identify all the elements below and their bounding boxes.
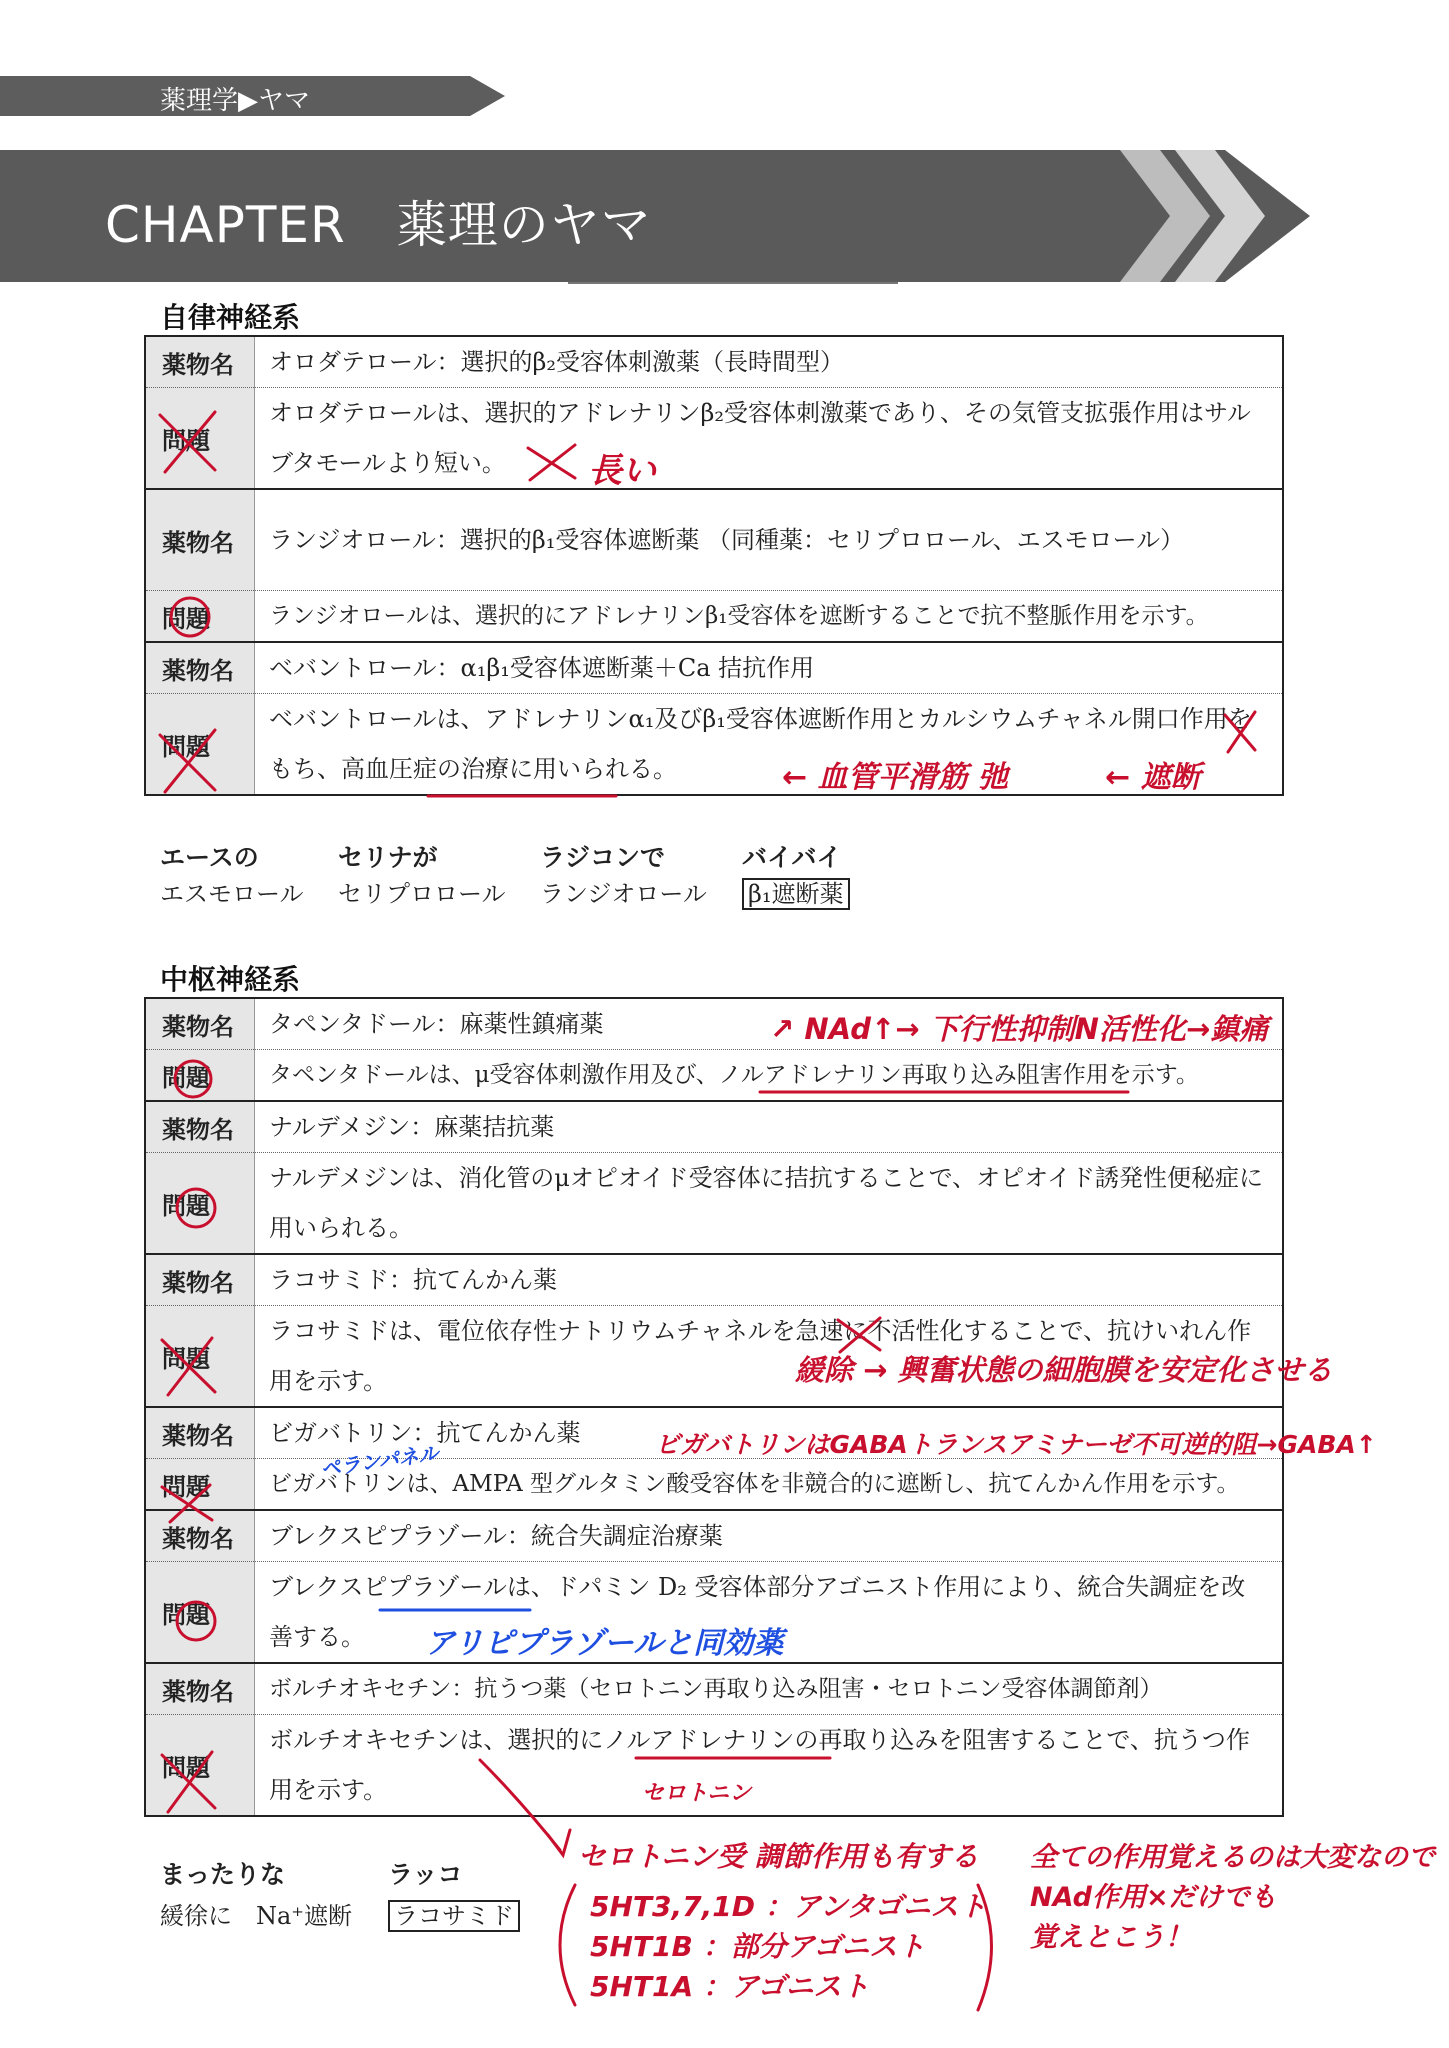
section-title: 自律神経系	[160, 301, 301, 334]
drug-name: ボルチオキセチン：抗うつ薬（セロトニン再取り込み阻害・セロトニン受容体調節剤）	[255, 1663, 1284, 1715]
mnemonic-head: まったりな	[160, 1860, 286, 1889]
mnemonic-word: セリプロロール	[338, 880, 506, 908]
row-label: 問題	[145, 388, 255, 490]
strike-mark	[1225, 712, 1255, 752]
mnemonic-head: ラジコンで	[540, 843, 666, 872]
question-text: ナルデメジンは、消化管のμオピオイド受容体に拮抗することで、オピオイド誘発性便秘症に用いられる。	[255, 1153, 1284, 1255]
drug-name: ラコサミド：抗てんかん薬	[255, 1254, 1284, 1306]
mnemonic-word: β₁遮断薬	[742, 874, 850, 909]
handwritten-note: NAd作用×だけでも	[1030, 1882, 1277, 1913]
arrow-head	[548, 1830, 570, 1855]
mnemonic-head: セリナが	[338, 843, 438, 872]
mnemonic-head: バイバイ	[742, 843, 842, 872]
section-title: 中枢神経系	[160, 963, 301, 996]
cross-mark	[162, 1485, 212, 1522]
row-label: 薬物名	[145, 998, 255, 1050]
drug-name: オロダテロール：選択的β₂受容体刺激薬（長時間型）	[269, 348, 845, 376]
question-text: ラコサミドは、電位依存性ナトリウムチャネルを急速に不活性化することで、抗けいれん作用を示す。	[255, 1306, 1284, 1408]
row-label: 薬物名	[145, 1254, 255, 1306]
handwritten-note: セロトニン	[642, 1781, 752, 1806]
row-label: 薬物名	[145, 1663, 255, 1715]
question-text: オロダテロールは、選択的アドレナリンβ₂受容体刺激薬であり、その気管支拡張作用はサルブタモールより短い。	[255, 388, 1284, 490]
question-text: ビガバトリンは、AMPA 型グルタミン酸受容体を非競合的に遮断し、抗てんかん作用を示す。	[255, 1459, 1284, 1511]
handwritten-note: ← 血管平滑筋 弛	[782, 760, 1009, 795]
cross-mark	[160, 730, 215, 792]
cross-mark	[162, 1752, 215, 1812]
handwritten-note: 全ての作用覚えるのは大変なので	[1030, 1842, 1435, 1873]
row-label: 薬物名	[145, 489, 255, 591]
drug-name: ビガバトリン：抗てんかん薬	[255, 1407, 1284, 1459]
drug-name: ブレクスピプラゾール：統合失調症治療薬	[255, 1510, 1284, 1562]
page-title: CHAPTER 薬理のヤマ	[105, 196, 652, 254]
row-label: 薬物名	[145, 1407, 255, 1459]
strike-mark	[528, 445, 575, 480]
row-label: 薬物名	[145, 642, 255, 694]
cross-mark	[160, 412, 215, 472]
handwritten-note: 5HT1A ：アゴニスト	[590, 1970, 870, 2003]
circle-mark	[175, 1061, 211, 1097]
mnemonic-word: ランジオロール	[540, 880, 707, 908]
row-label: 薬物名	[145, 1510, 255, 1562]
row-label: 薬物名	[145, 1101, 255, 1153]
circle-mark	[177, 1189, 215, 1227]
row-label: 問題	[145, 694, 255, 796]
handwritten-note: ← 遮断	[1105, 760, 1201, 795]
handwritten-note: 緩除 → 興奮状態の細胞膜を安定化させる	[795, 1353, 1333, 1387]
question-text: ブレクスピプラゾールは、ドパミン D₂ 受容体部分アゴニスト作用により、統合失調症を改善する。	[255, 1562, 1284, 1664]
cross-mark	[162, 1338, 215, 1395]
handwritten-note: 5HT1B ：部分アゴニスト	[590, 1930, 926, 1963]
row-label: 薬物名	[145, 336, 255, 388]
question-text: ボルチオキセチンは、選択的にノルアドレナリンの再取り込みを阻害することで、抗うつ作用を示す。	[255, 1715, 1284, 1817]
drug-name: タペンタドール：麻薬性鎮痛薬	[269, 1010, 604, 1038]
handwritten-note: 覚えとこう！	[1030, 1922, 1192, 1953]
drug-name: ベバントロール：α₁β₁受容体遮断薬＋Ca 拮抗作用	[255, 642, 1284, 694]
question-text: ランジオロールは、選択的にアドレナリンβ₁受容体を遮断することで抗不整脈作用を示す。	[255, 591, 1284, 643]
handwritten-note: 長い	[588, 451, 656, 491]
row-label: 問題	[145, 1715, 255, 1817]
row-label: 問題	[145, 1562, 255, 1664]
handwritten-note: セロトニン受 調節作用も有する	[578, 1840, 979, 1873]
circle-mark	[171, 598, 209, 636]
question-text: ベバントロールは、アドレナリンα₁及びβ₁受容体遮断作用とカルシウムチャネル開口作用をもち、高血圧症の治療に用いられる。	[255, 694, 1284, 796]
mnemonic-head: ラッコ	[388, 1860, 463, 1889]
drug-name: ナルデメジン：麻薬拮抗薬	[255, 1101, 1284, 1153]
mnemonic-word: 緩徐に Na⁺遮断	[160, 1902, 352, 1930]
strike-mark	[838, 1318, 880, 1352]
handwritten-note: ビガバトリンはGABAトランスアミナーゼ不可逆的阻→GABA↑	[655, 1430, 1377, 1459]
row-label: 問題	[145, 1050, 255, 1102]
circle-mark	[177, 1602, 215, 1640]
row-label: 問題	[145, 591, 255, 643]
row-label: 問題	[145, 1459, 255, 1511]
handwritten-note: ペランパネル	[319, 1440, 440, 1482]
drug-name: ランジオロール：選択的β₁受容体遮断薬 （同種薬：セリプロロール、エスモロール）	[255, 489, 1284, 591]
mnemonic-head: エースの	[160, 843, 259, 872]
mnemonic-word: エスモロール	[160, 880, 304, 908]
handwritten-note: アリピプラゾールと同効薬	[425, 1626, 784, 1661]
mnemonic-word: ラコサミド	[388, 1896, 520, 1931]
handwritten-note: ↗ NAd↑→ 下行性抑制N活性化→鎮痛	[770, 1012, 1269, 1046]
breadcrumb: 薬理学▶ヤマ	[160, 86, 310, 116]
row-label: 問題	[145, 1153, 255, 1255]
bracket	[560, 1885, 575, 2005]
question-text: タペンタドールは、μ受容体刺激作用及び、ノルアドレナリン再取り込み阻害作用を示す。	[255, 1050, 1284, 1102]
handwritten-note: 5HT3,7,1D ：アンタゴニスト	[590, 1890, 987, 1923]
row-label: 問題	[145, 1306, 255, 1408]
